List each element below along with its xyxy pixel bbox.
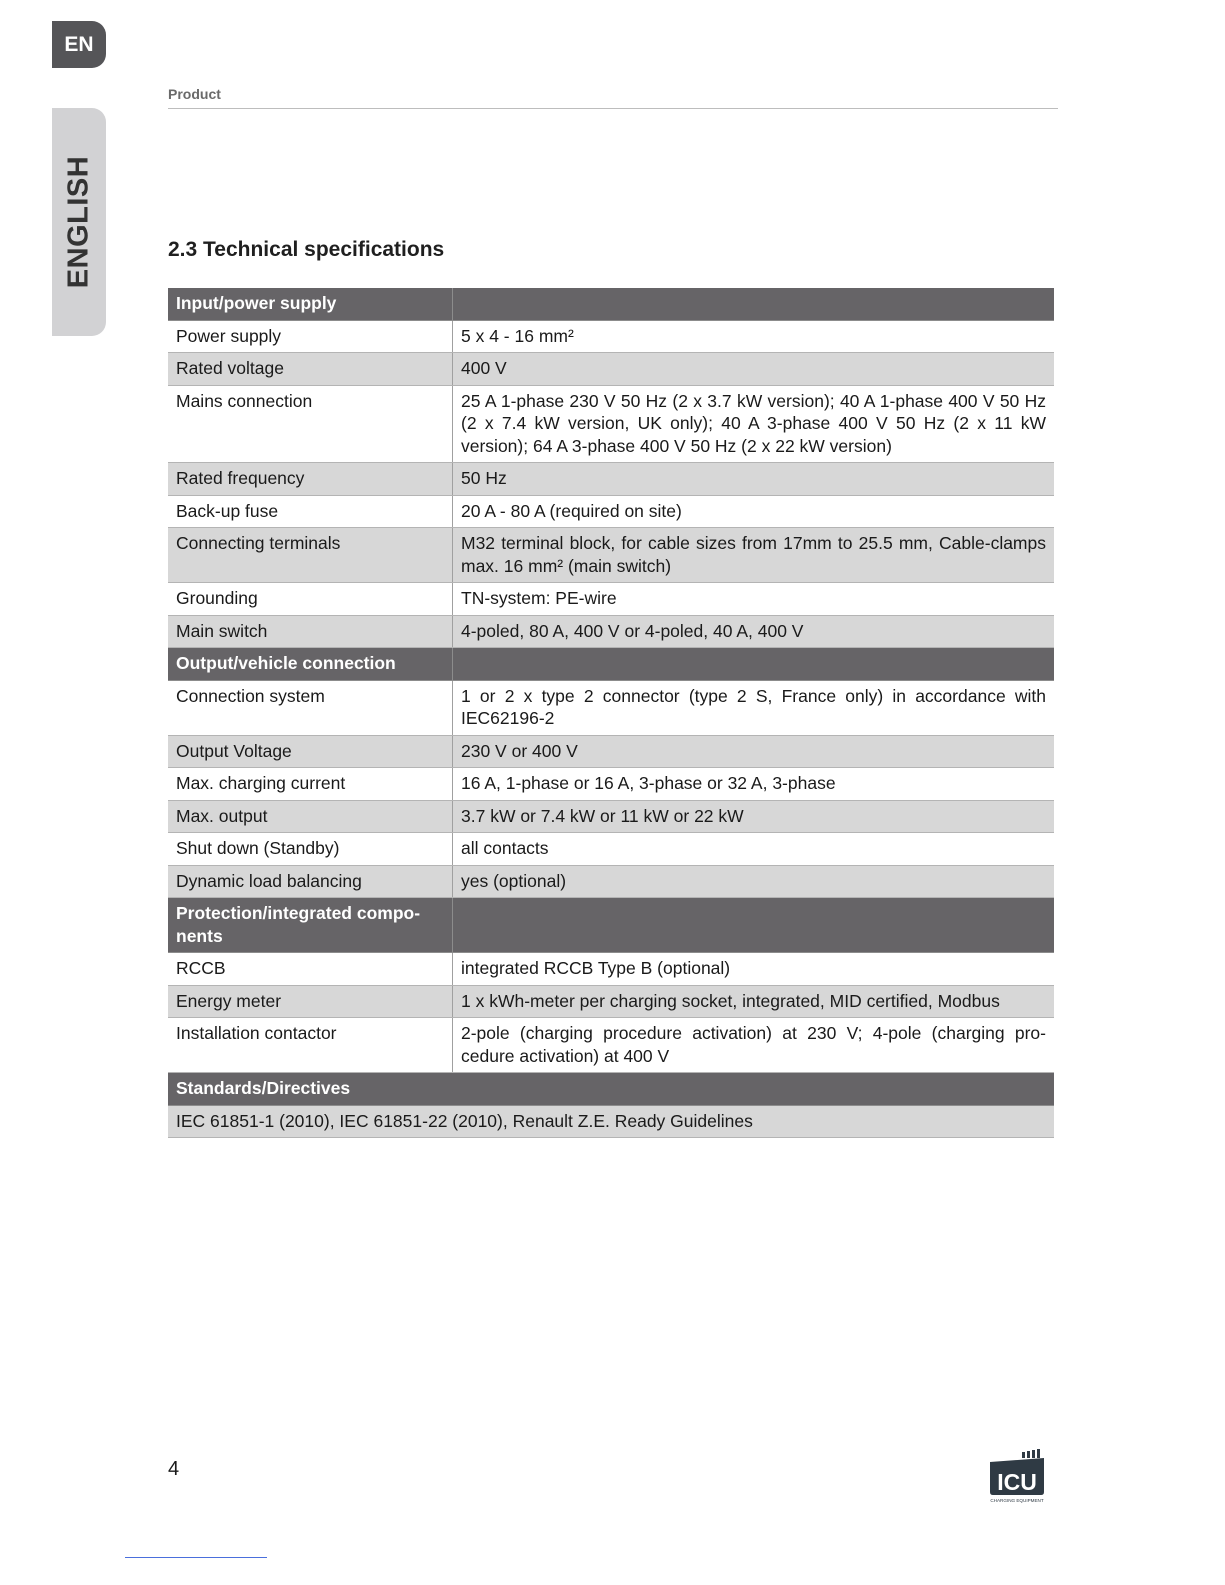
spec-label: Connecting terminals xyxy=(168,528,453,583)
section-heading: Protection/integrated compo-nents xyxy=(168,898,453,953)
table-row xyxy=(168,680,1054,735)
table-row xyxy=(168,463,1054,496)
table-section-header xyxy=(168,648,1054,681)
spec-value: integrated RCCB Type B (optional) xyxy=(453,953,1055,986)
spec-label: Rated voltage xyxy=(168,353,453,386)
table-row xyxy=(168,865,1054,898)
spec-value: 5 x 4 - 16 mm² xyxy=(453,320,1055,353)
spec-label: Main switch xyxy=(168,615,453,648)
footer-link-underline[interactable] xyxy=(125,1557,267,1558)
table-row xyxy=(168,800,1054,833)
spec-value: 25 A 1-phase 230 V 50 Hz (2 x 3.7 kW version); 40 A 1-phase 400 V 50 Hz (2 x 7.4 kW version, UK only); 40 A 3-phase 400 V 50 Hz (2 x 11 kW version); 64 A 3-phase 400 V 50 Hz (2 x 22 kW version) xyxy=(453,385,1055,463)
header-divider xyxy=(168,108,1058,109)
spec-value: 400 V xyxy=(453,353,1055,386)
spec-label: Grounding xyxy=(168,583,453,616)
logo-wordmark: ICU xyxy=(997,1469,1037,1495)
table-row xyxy=(168,768,1054,801)
table-row xyxy=(168,495,1054,528)
table-row xyxy=(168,353,1054,386)
page-number: 4 xyxy=(168,1458,180,1480)
language-badge-label: EN xyxy=(64,32,94,56)
spec-value: TN-system: PE-wire xyxy=(453,583,1055,616)
language-tab-label: ENGLISH xyxy=(62,155,95,289)
spec-label: Rated frequency xyxy=(168,463,453,496)
table-row xyxy=(168,833,1054,866)
section-heading: Input/power supply xyxy=(168,288,453,320)
spec-value: 1 or 2 x type 2 connector (type 2 S, France only) in accordance with IEC62196-2 xyxy=(453,680,1055,735)
spec-label: Shut down (Standby) xyxy=(168,833,453,866)
icu-logo xyxy=(988,1448,1050,1504)
spec-label: Power supply xyxy=(168,320,453,353)
spec-value: 230 V or 400 V xyxy=(453,735,1055,768)
spec-value: 50 Hz xyxy=(453,463,1055,496)
spec-label: Installation contactor xyxy=(168,1018,453,1073)
table-row xyxy=(168,615,1054,648)
table-row xyxy=(168,320,1054,353)
table-row xyxy=(168,528,1054,583)
spec-label: Dynamic load balancing xyxy=(168,865,453,898)
section-heading-spacer xyxy=(453,288,1055,320)
table-row xyxy=(168,953,1054,986)
spec-label: RCCB xyxy=(168,953,453,986)
running-header: Product xyxy=(168,86,221,102)
spec-label: Energy meter xyxy=(168,985,453,1018)
table-section-header xyxy=(168,288,1054,320)
spec-label: Output Voltage xyxy=(168,735,453,768)
spec-label: Mains connection xyxy=(168,385,453,463)
spec-value: 16 A, 1-phase or 16 A, 3-phase or 32 A, 3-phase xyxy=(453,768,1055,801)
language-badge[interactable] xyxy=(52,21,106,68)
table-row xyxy=(168,1105,1054,1138)
language-tab[interactable] xyxy=(52,108,106,336)
spec-label: Max. output xyxy=(168,800,453,833)
spec-value: 20 A - 80 A (required on site) xyxy=(453,495,1055,528)
spec-value: 2-pole (charging procedure activation) at 230 V; 4-pole (charging pro-cedure activation) at 400 V xyxy=(453,1018,1055,1073)
spec-value: 4-poled, 80 A, 400 V or 4-poled, 40 A, 400 V xyxy=(453,615,1055,648)
table-row xyxy=(168,385,1054,463)
section-heading-spacer xyxy=(453,648,1055,681)
spec-value: yes (optional) xyxy=(453,865,1055,898)
table-row xyxy=(168,1018,1054,1073)
standards-text: IEC 61851-1 (2010), IEC 61851-22 (2010), Renault Z.E. Ready Guidelines xyxy=(168,1105,1054,1138)
table-row xyxy=(168,735,1054,768)
section-heading: Output/vehicle connection xyxy=(168,648,453,681)
table-section-header xyxy=(168,898,1054,953)
table-section-header xyxy=(168,1073,1054,1106)
section-title: 2.3 Technical specifications xyxy=(168,238,445,261)
spec-value: all contacts xyxy=(453,833,1055,866)
spec-label: Back-up fuse xyxy=(168,495,453,528)
spec-value: 1 x kWh-meter per charging socket, integrated, MID certified, Modbus xyxy=(453,985,1055,1018)
spec-value: 3.7 kW or 7.4 kW or 11 kW or 22 kW xyxy=(453,800,1055,833)
logo-tagline: CHARGING EQUIPMENT xyxy=(990,1498,1044,1503)
spec-table xyxy=(168,288,1054,1138)
table-row xyxy=(168,985,1054,1018)
table-row xyxy=(168,583,1054,616)
section-heading: Standards/Directives xyxy=(168,1073,1054,1106)
spec-label: Connection system xyxy=(168,680,453,735)
section-heading-spacer xyxy=(453,898,1055,953)
spec-label: Max. charging current xyxy=(168,768,453,801)
spec-value: M32 terminal block, for cable sizes from 17mm to 25.5 mm, Cable-clamps max. 16 mm² (main switch) xyxy=(453,528,1055,583)
